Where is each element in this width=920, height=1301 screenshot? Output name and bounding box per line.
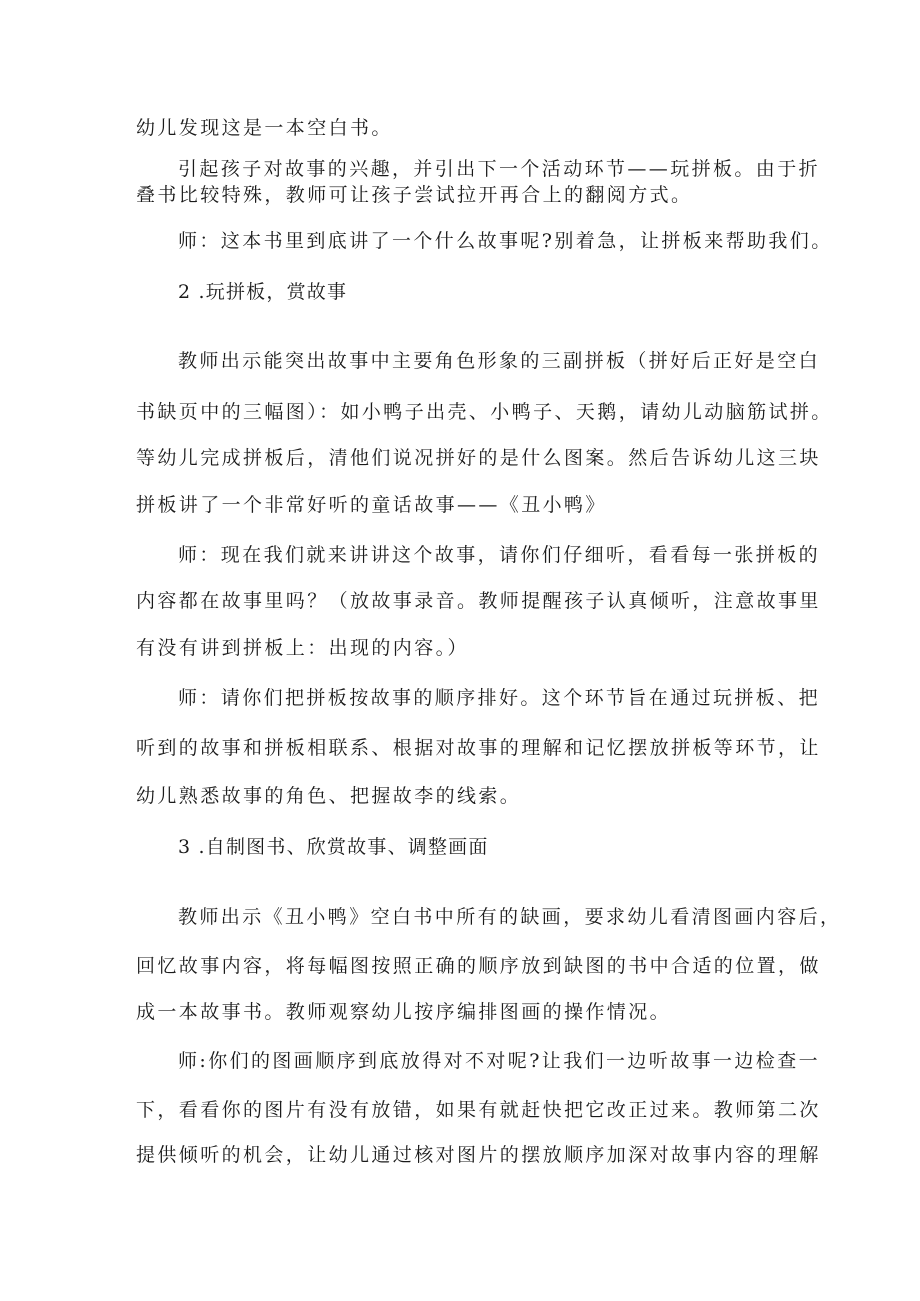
text-line: 内容都在故事里吗？（放故事录音。教师提醒孩子认真倾听，注意故事里 bbox=[136, 590, 821, 612]
text-line: 等幼儿完成拼板后，清他们说况拼好的是什么图案。然后告诉幼儿这三块 bbox=[136, 447, 821, 469]
text-line: 回忆故事内容，将每幅图按照正确的顺序放到缺图的书中合适的位置，做 bbox=[136, 955, 821, 977]
text-line: 引起孩子对故事的兴趣，并引出下一个活动环节——玩拼板。由于折 bbox=[178, 158, 821, 180]
text-line: 师：这本书里到底讲了一个什么故事呢?别着急，让拼板来帮助我们。 bbox=[178, 230, 833, 252]
text-line: 有没有讲到拼板上：出现的内容。） bbox=[136, 637, 469, 659]
text-line: 叠书比较特殊，教师可让孩子尝试拉开再合上的翻阅方式。 bbox=[136, 184, 693, 206]
text-line: 师：请你们把拼板按故事的顺序排好。这个环节旨在通过玩拼板、把 bbox=[178, 687, 821, 709]
text-line: 师:你们的图画顺序到底放得对不对呢?让我们一边听故事一边检查一 bbox=[178, 1050, 820, 1072]
text-line: 教师出示能突出故事中主要角色形象的三副拼板（拼好后正好是空白 bbox=[178, 350, 821, 372]
text-line: 幼儿熟悉故事的角色、把握故李的线索。 bbox=[136, 785, 522, 807]
section-heading: 2 .玩拼板，赏故事 bbox=[178, 281, 348, 303]
text-line: 下，看看你的图片有没有放错，如果有就赶快把它改正过来。教师第二次 bbox=[136, 1099, 821, 1121]
text-line: 拼板讲了一个非常好听的童话故事——《丑小鸭》 bbox=[136, 494, 607, 516]
text-line: 书缺页中的三幅图）：如小鸭子出壳、小鸭子、天鹅，请幼儿动脑筋试拼。 bbox=[136, 401, 833, 423]
text-line: 教师出示《丑小鸭》空白书中所有的缺画，要求幼儿看清图画内容后， bbox=[178, 906, 842, 928]
text-line: 听到的故事和拼板相联系、根据对故事的理解和记忆摆放拼板等环节，让 bbox=[136, 737, 821, 759]
text-line: 幼儿发现这是一本空白书。 bbox=[136, 117, 393, 139]
text-line: 成一本故事书。教师观察幼儿按序编排图画的操作情况。 bbox=[136, 1001, 672, 1023]
text-line: 师：现在我们就来讲讲这个故事，请你们仔细听，看看每一张拼板的 bbox=[178, 544, 821, 566]
text-line: 提供倾听的机会，让幼儿通过核对图片的摆放顺序加深对故事内容的理解 bbox=[136, 1144, 821, 1166]
section-heading: 3 .自制图书、欣赏故事、调整画面 bbox=[178, 836, 489, 858]
